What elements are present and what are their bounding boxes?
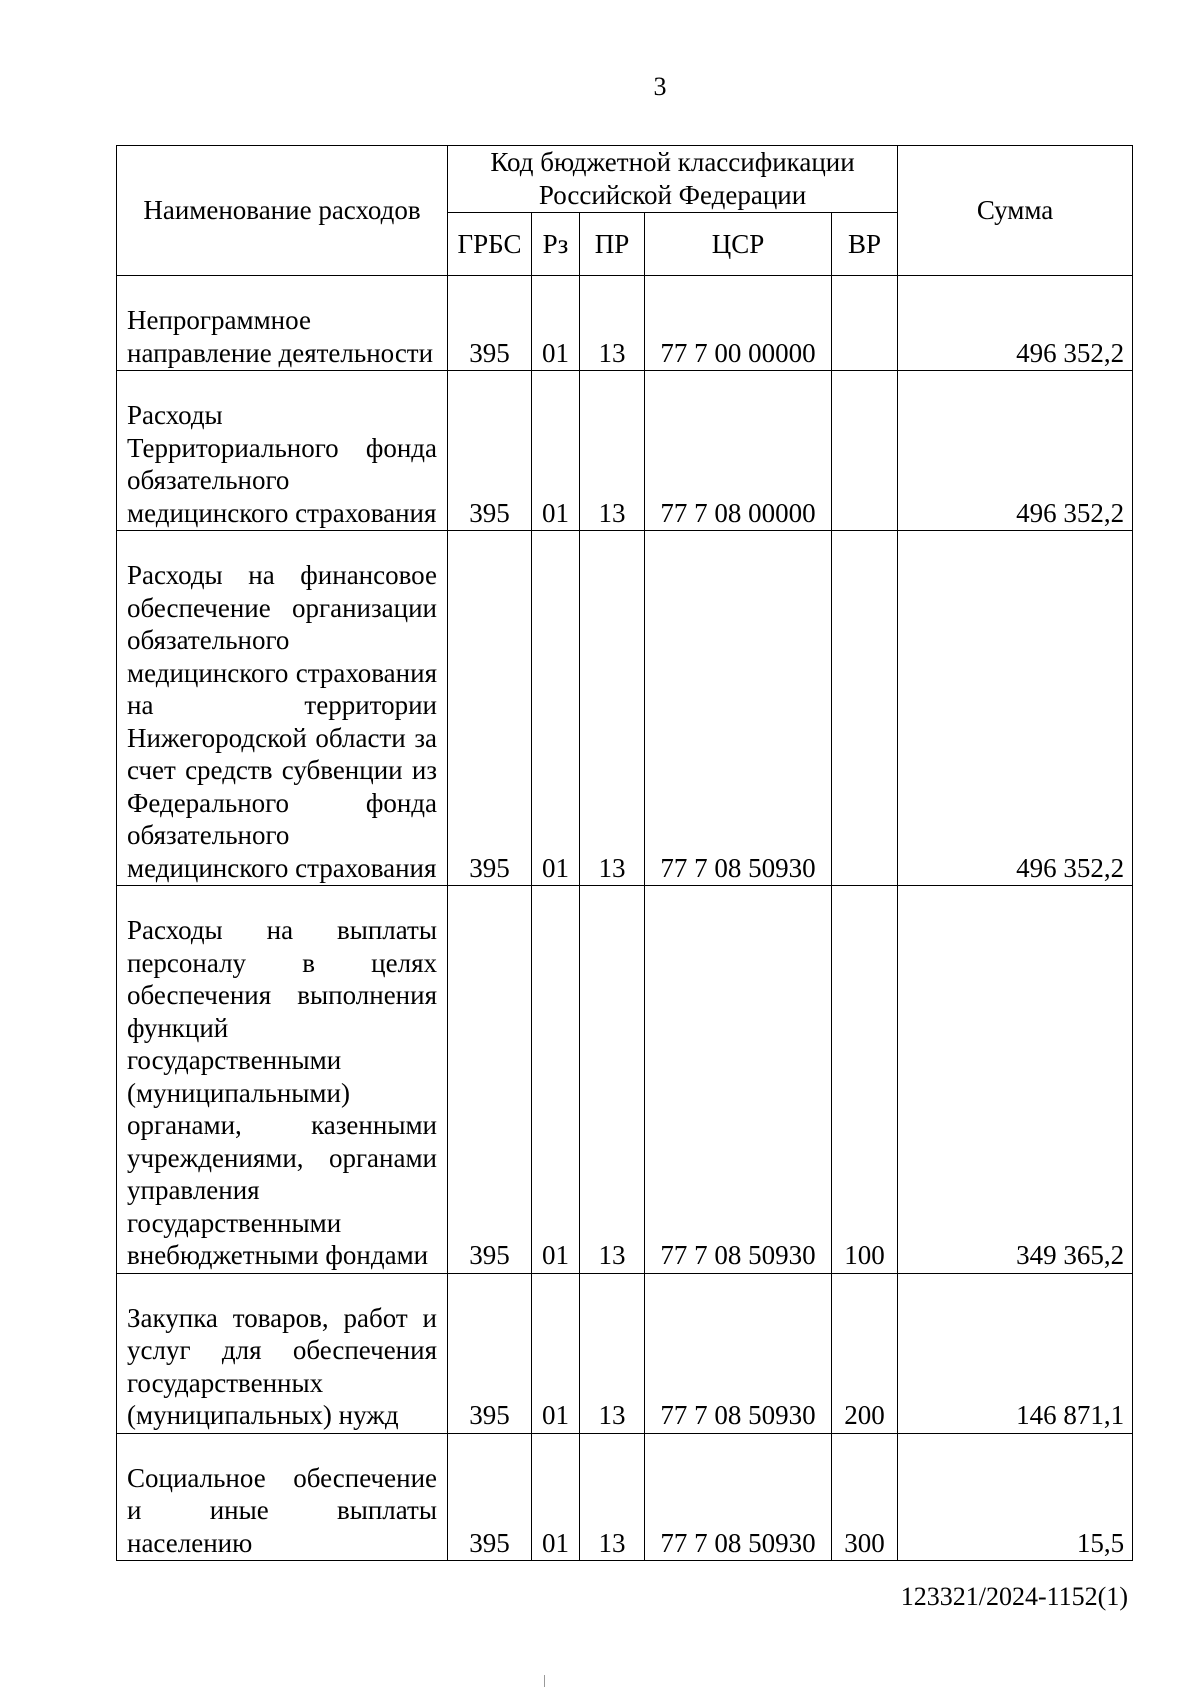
row-pr: 13 — [580, 1433, 645, 1561]
budget-table — [116, 145, 1133, 1561]
row-csr: 77 7 08 50930 — [645, 1433, 832, 1561]
row-name: Непрограммное направление деятельности — [117, 276, 448, 371]
row-pr: 13 — [580, 531, 645, 886]
row-sum: 349 365,2 — [898, 886, 1133, 1274]
row-csr: 77 7 08 00000 — [645, 371, 832, 531]
row-vr: 200 — [832, 1273, 898, 1433]
row-vr — [832, 531, 898, 886]
header-rz: Рз — [532, 213, 580, 276]
table-row — [117, 1433, 1133, 1561]
row-sum: 496 352,2 — [898, 371, 1133, 531]
row-csr: 77 7 00 00000 — [645, 276, 832, 371]
row-sum: 146 871,1 — [898, 1273, 1133, 1433]
row-grbs: 395 — [448, 886, 532, 1274]
row-rz: 01 — [532, 371, 580, 531]
row-sum: 15,5 — [898, 1433, 1133, 1561]
row-name: Расходы на финансовое обеспечение организации обязательного медицинского страхования на территории Нижегородской области за счет средств субвенции из Федерального фонда обязательного медицинского страхования — [117, 531, 448, 886]
row-vr: 100 — [832, 886, 898, 1274]
row-rz: 01 — [532, 276, 580, 371]
header-pr: ПР — [580, 213, 645, 276]
table-row — [117, 531, 1133, 886]
row-name: Расходы Территориального фонда обязательного медицинского страхования — [117, 371, 448, 531]
row-grbs: 395 — [448, 276, 532, 371]
table-body — [117, 276, 1133, 1561]
row-grbs: 395 — [448, 371, 532, 531]
row-csr: 77 7 08 50930 — [645, 886, 832, 1274]
table-row — [117, 276, 1133, 371]
row-rz: 01 — [532, 1433, 580, 1561]
row-sum: 496 352,2 — [898, 276, 1133, 371]
row-rz: 01 — [532, 886, 580, 1274]
row-name: Расходы на выплаты персоналу в целях обеспечения выполнения функций государственными (муниципальными) органами, казенными учреждениями, органами управления государственными внебюджетными фондами — [117, 886, 448, 1274]
row-vr — [832, 276, 898, 371]
header-name: Наименование расходов — [117, 146, 448, 276]
row-rz: 01 — [532, 1273, 580, 1433]
table-row — [117, 886, 1133, 1274]
row-grbs: 395 — [448, 1273, 532, 1433]
page-number: 3 — [653, 72, 667, 101]
header-sum: Сумма — [898, 146, 1133, 276]
row-name: Социальное обеспечение и иные выплаты населению — [117, 1433, 448, 1561]
table-row — [117, 371, 1133, 531]
row-vr — [832, 371, 898, 531]
row-rz: 01 — [532, 531, 580, 886]
header-code-group: Код бюджетной классификации Российской Федерации — [448, 146, 898, 213]
row-pr: 13 — [580, 1273, 645, 1433]
row-sum: 496 352,2 — [898, 531, 1133, 886]
table-header — [117, 146, 1133, 276]
row-name: Закупка товаров, работ и услуг для обеспечения государственных (муниципальных) нужд — [117, 1273, 448, 1433]
row-csr: 77 7 08 50930 — [645, 1273, 832, 1433]
row-vr: 300 — [832, 1433, 898, 1561]
row-csr: 77 7 08 50930 — [645, 531, 832, 886]
header-csr: ЦСР — [645, 213, 832, 276]
table-row — [117, 1273, 1133, 1433]
row-grbs: 395 — [448, 1433, 532, 1561]
row-grbs: 395 — [448, 531, 532, 886]
header-vr: ВР — [832, 213, 898, 276]
row-pr: 13 — [580, 371, 645, 531]
scan-mark — [544, 1675, 545, 1687]
header-grbs: ГРБС — [448, 213, 532, 276]
document-registration-number: 123321/2024-1152(1) — [900, 1582, 1128, 1611]
row-pr: 13 — [580, 886, 645, 1274]
row-pr: 13 — [580, 276, 645, 371]
